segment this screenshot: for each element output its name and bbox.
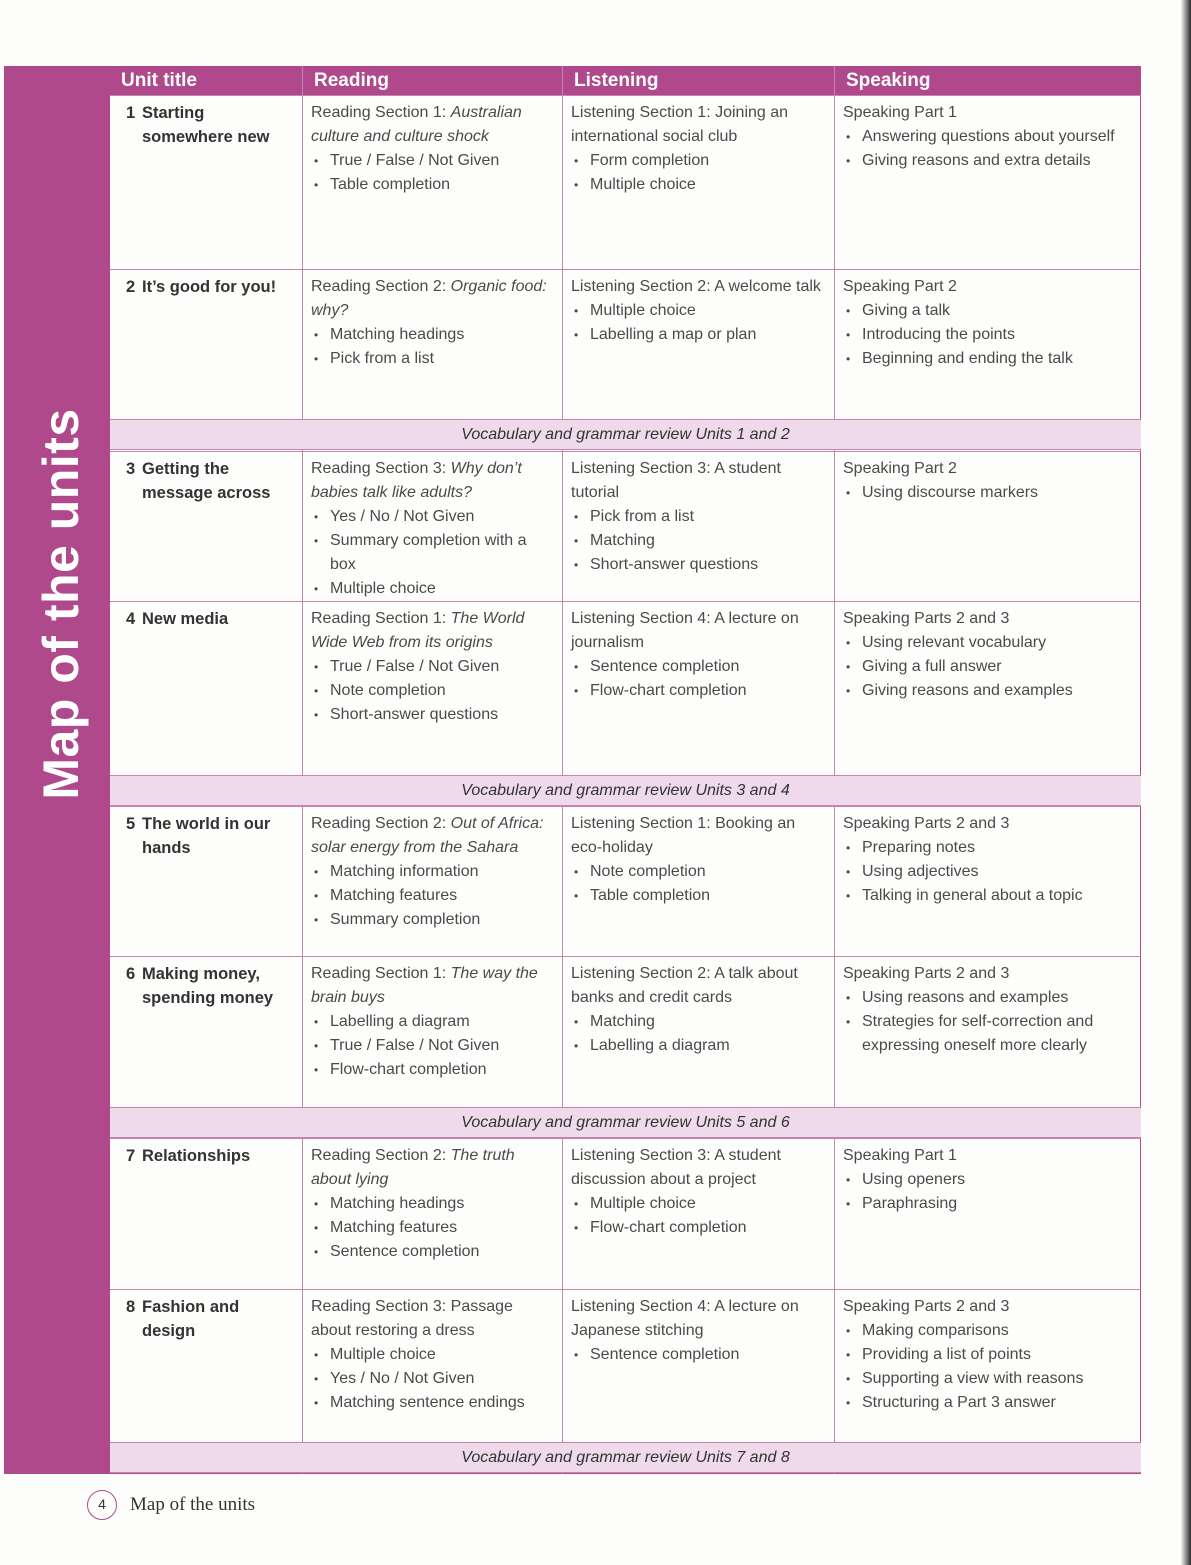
- speaking-task-item: • Answering questions about yourself: [843, 125, 1133, 149]
- unit-number: 2: [126, 278, 136, 296]
- reading-text-title: Passage about restoring a dress: [311, 1298, 513, 1339]
- listening-task-list: [571, 505, 826, 577]
- listening-task-list: [571, 655, 826, 703]
- unit-title-line: Making money,: [142, 965, 260, 983]
- reading-text-title: Why don’t babies talk like adults?: [311, 460, 522, 501]
- unit-number: 8: [126, 1298, 136, 1316]
- reading-section-title: [311, 607, 554, 655]
- reading-section-label: Reading Section 2:: [311, 815, 451, 832]
- unit-title-cell: [110, 956, 302, 1107]
- reading-task-item: • Multiple choice: [311, 577, 554, 601]
- sidebar-title: Map of the units: [33, 408, 89, 800]
- speaking-cell: [835, 95, 1141, 269]
- speaking-task-item: • Strategies for self-correction and expressing oneself more clearly: [843, 1010, 1133, 1058]
- listening-task-item: • Sentence completion: [571, 655, 826, 679]
- speaking-task-list: [843, 299, 1133, 371]
- listening-section-title: Listening Section 1: Joining an international social club: [571, 104, 789, 145]
- unit-title-cell: [110, 451, 302, 601]
- unit-title-line: somewhere new: [142, 128, 270, 146]
- listening-cell: [563, 956, 834, 1107]
- reading-task-item: • Labelling a diagram: [311, 1010, 554, 1034]
- reading-section-label: Reading Section 1:: [311, 965, 451, 982]
- reading-task-item: • Matching information: [311, 860, 554, 884]
- reading-task-item: • Matching features: [311, 884, 554, 908]
- speaking-task-item: • Structuring a Part 3 answer: [843, 1391, 1133, 1415]
- listening-section-title: Listening Section 4: A lecture on Japanese stitching: [571, 1298, 799, 1339]
- speaking-section-title: Speaking Part 1: [843, 1147, 957, 1164]
- speaking-task-item: • Using reasons and examples: [843, 986, 1133, 1010]
- reading-section-title: [311, 275, 554, 323]
- listening-task-item: • Table completion: [571, 884, 826, 908]
- unit-title-line: The world in our: [142, 815, 271, 833]
- reading-section-title: [311, 962, 554, 1010]
- reading-text-title: Organic food: why?: [311, 278, 547, 319]
- reading-task-item: • Short-answer questions: [311, 703, 554, 727]
- unit-title-line: Getting the: [142, 460, 230, 478]
- speaking-section-title: Speaking Part 2: [843, 278, 957, 295]
- page-number: 4: [87, 1490, 117, 1520]
- listening-task-item: • Labelling a diagram: [571, 1034, 826, 1058]
- review-band: Vocabulary and grammar review Units 1 and 2: [110, 419, 1141, 450]
- speaking-task-item: • Using relevant vocabulary: [843, 631, 1133, 655]
- speaking-cell: [835, 601, 1141, 775]
- reading-task-list: [311, 1010, 554, 1082]
- reading-task-list: [311, 505, 554, 601]
- listening-task-item: • Multiple choice: [571, 299, 826, 323]
- review-band: Vocabulary and grammar review Units 3 and 4: [110, 775, 1141, 806]
- review-band: Vocabulary and grammar review Units 7 and 8: [110, 1442, 1141, 1473]
- header-listening: Listening: [563, 66, 834, 95]
- unit-title-line: Starting: [142, 104, 205, 122]
- listening-task-list: [571, 149, 826, 197]
- speaking-task-item: • Preparing notes: [843, 836, 1133, 860]
- reading-text-title: Australian culture and culture shock: [311, 104, 522, 145]
- reading-cell: [303, 1289, 562, 1441]
- sidebar-band: [4, 66, 110, 1474]
- speaking-cell: [835, 956, 1141, 1107]
- listening-task-item: • Form completion: [571, 149, 826, 173]
- unit-title-cell: [110, 806, 302, 956]
- reading-task-list: [311, 1192, 554, 1264]
- reading-section-label: Reading Section 2:: [311, 1147, 451, 1164]
- reading-section-title: [311, 1295, 554, 1343]
- listening-task-item: • Sentence completion: [571, 1343, 826, 1367]
- units-table: [110, 66, 1141, 1474]
- reading-cell: [303, 1138, 562, 1289]
- reading-task-list: [311, 149, 554, 197]
- reading-section-label: Reading Section 1:: [311, 104, 451, 121]
- unit-number: 6: [126, 965, 136, 983]
- listening-task-list: [571, 299, 826, 347]
- speaking-task-item: • Introducing the points: [843, 323, 1133, 347]
- speaking-section-title: Speaking Part 1: [843, 104, 957, 121]
- reading-task-item: • Flow-chart completion: [311, 1058, 554, 1082]
- speaking-cell: [835, 1289, 1141, 1441]
- reading-text-title: The World Wide Web from its origins: [311, 610, 525, 651]
- reading-task-item: • True / False / Not Given: [311, 1034, 554, 1058]
- reading-task-item: • Yes / No / Not Given: [311, 1367, 554, 1391]
- unit-title-line: Relationships: [142, 1147, 251, 1165]
- speaking-section-title: Speaking Parts 2 and 3: [843, 965, 1010, 982]
- book-spine-edge: [1181, 0, 1191, 1565]
- listening-task-item: • Matching: [571, 1010, 826, 1034]
- reading-task-item: • Summary completion: [311, 908, 554, 932]
- speaking-task-item: • Talking in general about a topic: [843, 884, 1133, 908]
- header-speaking: Speaking: [835, 66, 1141, 95]
- speaking-cell: [835, 806, 1141, 956]
- reading-task-item: • Table completion: [311, 173, 554, 197]
- reading-text-title: The way the brain buys: [311, 965, 538, 1006]
- listening-task-item: • Note completion: [571, 860, 826, 884]
- reading-cell: [303, 806, 562, 956]
- unit-number: 7: [126, 1147, 136, 1165]
- reading-section-label: Reading Section 3:: [311, 460, 451, 477]
- speaking-section-title: Speaking Parts 2 and 3: [843, 815, 1010, 832]
- speaking-task-item: • Providing a list of points: [843, 1343, 1133, 1367]
- reading-task-list: [311, 1343, 554, 1415]
- unit-number: 4: [126, 610, 136, 628]
- reading-cell: [303, 269, 562, 419]
- unit-title-line: Fashion and: [142, 1298, 240, 1316]
- listening-task-item: • Pick from a list: [571, 505, 826, 529]
- reading-task-list: [311, 323, 554, 371]
- unit-number: 3: [126, 460, 136, 478]
- listening-section-title: Listening Section 4: A lecture on journalism: [571, 610, 799, 651]
- reading-task-item: • Matching sentence endings: [311, 1391, 554, 1415]
- unit-title-line: It’s good for you!: [142, 278, 277, 296]
- footer-title: Map of the units: [130, 1494, 256, 1515]
- unit-title-line: hands: [142, 839, 191, 857]
- speaking-task-list: [843, 986, 1133, 1058]
- speaking-section-title: Speaking Parts 2 and 3: [843, 610, 1010, 627]
- listening-task-item: • Flow-chart completion: [571, 679, 826, 703]
- listening-section-title: Listening Section 1: Booking an eco-holiday: [571, 815, 796, 856]
- reading-task-item: • Multiple choice: [311, 1343, 554, 1367]
- listening-cell: [563, 806, 834, 956]
- reading-cell: [303, 95, 562, 269]
- speaking-task-item: • Paraphrasing: [843, 1192, 1133, 1216]
- unit-title-cell: [110, 601, 302, 775]
- reading-section-label: Reading Section 1:: [311, 610, 451, 627]
- speaking-task-item: • Giving a talk: [843, 299, 1133, 323]
- speaking-cell: [835, 1138, 1141, 1289]
- reading-section-label: Reading Section 2:: [311, 278, 451, 295]
- listening-cell: [563, 95, 834, 269]
- speaking-task-list: [843, 836, 1133, 908]
- page-footer: [87, 1489, 255, 1521]
- listening-task-list: [571, 1010, 826, 1058]
- speaking-task-list: [843, 481, 1133, 505]
- reading-section-title: [311, 812, 554, 860]
- reading-task-item: • Sentence completion: [311, 1240, 554, 1264]
- listening-task-item: • Multiple choice: [571, 1192, 826, 1216]
- unit-title-cell: [110, 269, 302, 419]
- reading-task-item: • Matching headings: [311, 323, 554, 347]
- unit-title-cell: [110, 95, 302, 269]
- reading-task-list: [311, 860, 554, 932]
- speaking-task-list: [843, 125, 1133, 173]
- listening-section-title: Listening Section 2: A welcome talk: [571, 278, 821, 295]
- listening-task-item: • Multiple choice: [571, 173, 826, 197]
- speaking-task-item: • Using openers: [843, 1168, 1133, 1192]
- listening-cell: [563, 601, 834, 775]
- listening-task-item: • Short-answer questions: [571, 553, 826, 577]
- reading-task-item: • Summary completion with a box: [311, 529, 554, 577]
- speaking-task-list: [843, 1319, 1133, 1415]
- listening-cell: [563, 1289, 834, 1441]
- speaking-task-item: • Supporting a view with reasons: [843, 1367, 1133, 1391]
- listening-task-item: • Flow-chart completion: [571, 1216, 826, 1240]
- speaking-cell: [835, 269, 1141, 419]
- unit-title-cell: [110, 1289, 302, 1441]
- speaking-task-item: • Giving a full answer: [843, 655, 1133, 679]
- speaking-task-item: • Making comparisons: [843, 1319, 1133, 1343]
- unit-number: 5: [126, 815, 136, 833]
- reading-task-item: • Yes / No / Not Given: [311, 505, 554, 529]
- listening-section-title: Listening Section 2: A talk about banks and credit cards: [571, 965, 798, 1006]
- speaking-task-item: • Giving reasons and extra details: [843, 149, 1133, 173]
- speaking-task-list: [843, 631, 1133, 703]
- reading-task-item: • Matching headings: [311, 1192, 554, 1216]
- speaking-task-list: [843, 1168, 1133, 1216]
- reading-task-list: [311, 655, 554, 727]
- listening-task-item: • Labelling a map or plan: [571, 323, 826, 347]
- listening-section-title: Listening Section 3: A student tutorial: [571, 460, 781, 501]
- reading-task-item: • Matching features: [311, 1216, 554, 1240]
- reading-cell: [303, 601, 562, 775]
- listening-task-list: [571, 1192, 826, 1240]
- listening-cell: [563, 269, 834, 419]
- speaking-section-title: Speaking Part 2: [843, 460, 957, 477]
- reading-text-title: Out of Africa: solar energy from the Sahara: [311, 815, 544, 856]
- reading-section-title: [311, 101, 554, 149]
- reading-section-title: [311, 457, 554, 505]
- unit-title-line: message across: [142, 484, 271, 502]
- listening-task-list: [571, 1343, 826, 1367]
- header-reading: Reading: [303, 66, 562, 95]
- header-unit-title: Unit title: [110, 66, 302, 95]
- speaking-cell: [835, 451, 1141, 601]
- review-band: Vocabulary and grammar review Units 5 and 6: [110, 1107, 1141, 1138]
- reading-cell: [303, 956, 562, 1107]
- reading-cell: [303, 451, 562, 601]
- unit-title-line: design: [142, 1322, 196, 1340]
- listening-task-list: [571, 860, 826, 908]
- reading-task-item: • Pick from a list: [311, 347, 554, 371]
- reading-section-label: Reading Section 3:: [311, 1298, 451, 1315]
- speaking-task-item: • Giving reasons and examples: [843, 679, 1133, 703]
- listening-section-title: Listening Section 3: A student discussion about a project: [571, 1147, 781, 1188]
- unit-title-cell: [110, 1138, 302, 1289]
- unit-number: 1: [126, 104, 136, 122]
- reading-section-title: [311, 1144, 554, 1192]
- speaking-task-item: • Beginning and ending the talk: [843, 347, 1133, 371]
- reading-text-title: The truth about lying: [311, 1147, 515, 1188]
- speaking-section-title: Speaking Parts 2 and 3: [843, 1298, 1010, 1315]
- speaking-task-item: • Using discourse markers: [843, 481, 1133, 505]
- listening-task-item: • Matching: [571, 529, 826, 553]
- unit-title-line: spending money: [142, 989, 274, 1007]
- reading-task-item: • True / False / Not Given: [311, 655, 554, 679]
- speaking-task-item: • Using adjectives: [843, 860, 1133, 884]
- unit-title-line: New media: [142, 610, 229, 628]
- listening-cell: [563, 451, 834, 601]
- reading-task-item: • Note completion: [311, 679, 554, 703]
- listening-cell: [563, 1138, 834, 1289]
- reading-task-item: • True / False / Not Given: [311, 149, 554, 173]
